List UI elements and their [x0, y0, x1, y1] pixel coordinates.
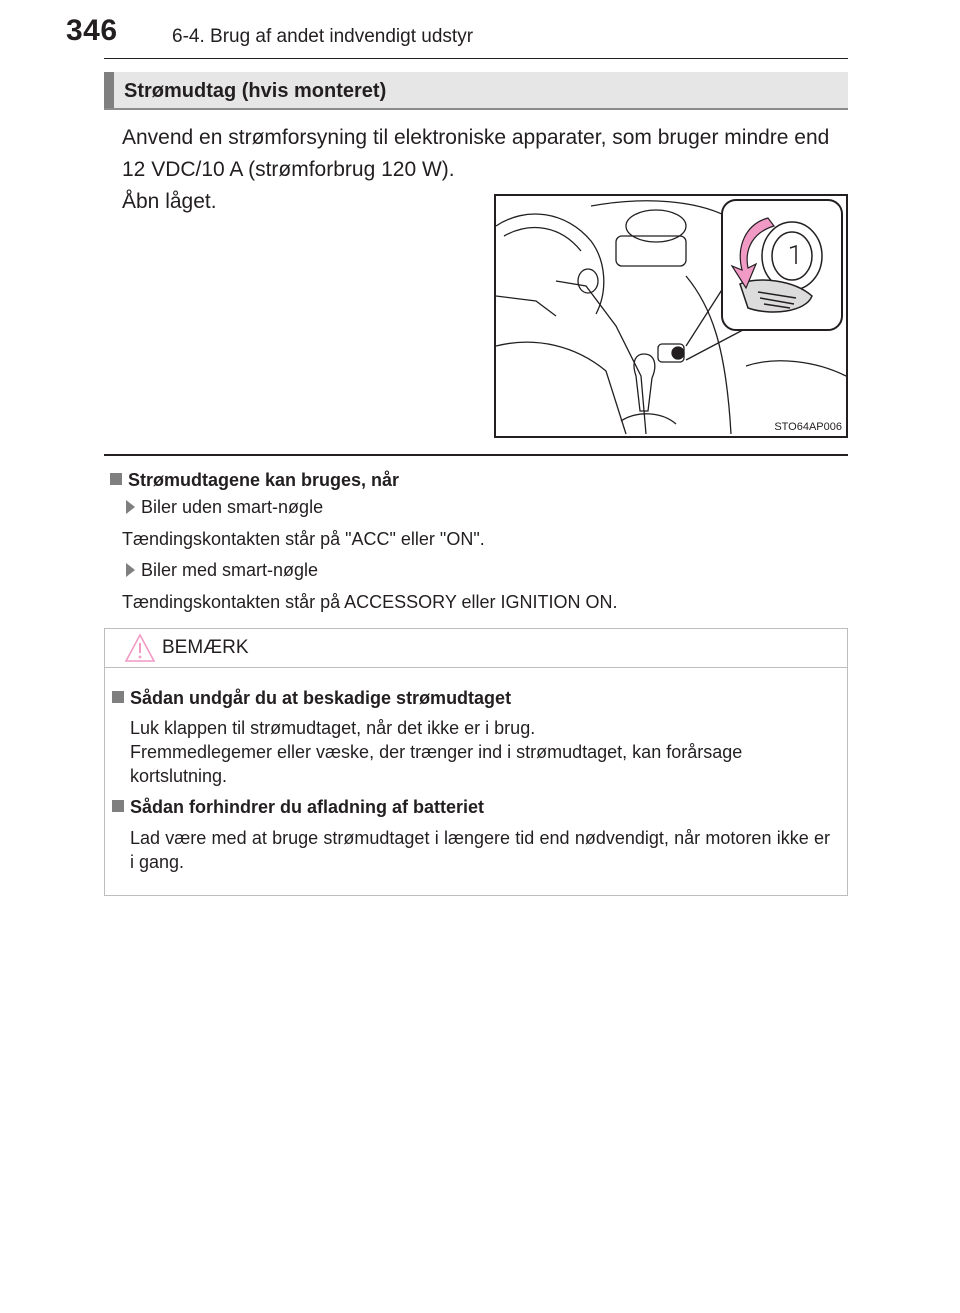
- shifter-boot: [621, 414, 676, 424]
- dashboard-line: [591, 201, 726, 216]
- warning-triangle-icon: [124, 633, 156, 663]
- notice-item-heading: Sådan forhindrer du afladning af batteriet: [112, 797, 484, 818]
- figure-code: STO64AP006: [774, 421, 842, 433]
- header-rule: [104, 58, 848, 59]
- usage-item-label: Biler uden smart-nøgle: [126, 497, 323, 518]
- floor-line: [496, 342, 626, 434]
- notice-item-text: Luk klappen til strømudtaget, når det ikke er i brug.: [130, 718, 536, 738]
- page-number: 346: [66, 14, 118, 47]
- square-bullet-icon: [110, 473, 122, 485]
- pedal-line: [496, 296, 556, 316]
- section-divider: [104, 454, 848, 456]
- chapter-title: 6-4. Brug af andet indvendigt udstyr: [172, 26, 474, 47]
- usage-item-text: Tændingskontakten står på ACCESSORY eller IGNITION ON.: [122, 592, 618, 612]
- power-outlet-illustration: [494, 194, 848, 438]
- gear-shifter: [634, 354, 655, 411]
- notice-item-heading: Sådan undgår du at beskadige strømudtaget: [112, 688, 511, 709]
- square-bullet-icon: [112, 800, 124, 812]
- notice-item-text: Fremmedlegemer eller væske, der trænger ind i strømudtaget, kan forårsage kortslutning.: [130, 742, 743, 786]
- step-open-lid: Åbn låget.: [122, 190, 217, 213]
- console-left-line: [556, 281, 646, 434]
- square-bullet-icon: [112, 691, 124, 703]
- usage-item-text: Tændingskontakten står på "ACC" eller "ON".: [122, 529, 485, 549]
- notice-item-text: Lad være med at bruge strømudtaget i længere tid end nødvendigt, når motoren ikke er i gang.: [130, 828, 830, 872]
- section-title: Strømudtag (hvis monteret): [124, 80, 387, 102]
- triangle-bullet-icon: [126, 563, 135, 577]
- right-dash-line: [746, 361, 846, 376]
- dashboard-vent: [626, 210, 686, 242]
- section-bar-accent: [104, 72, 114, 108]
- steering-wheel-inner-line: [504, 228, 581, 251]
- notice-title: BEMÆRK: [162, 637, 249, 658]
- intro-paragraph: Anvend en strømforsyning til elektroniske apparater, som bruger mindre end 12 VDC/10 A (strømforbrug 120 W).: [122, 126, 830, 181]
- usage-heading: Strømudtagene kan bruges, når: [110, 470, 399, 491]
- dashboard-drawing: [496, 196, 846, 436]
- triangle-bullet-icon: [126, 500, 135, 514]
- usage-item-label: Biler med smart-nøgle: [126, 560, 318, 581]
- center-panel: [616, 236, 686, 266]
- console-outlet: [672, 347, 684, 359]
- section-title-bar: [104, 72, 848, 110]
